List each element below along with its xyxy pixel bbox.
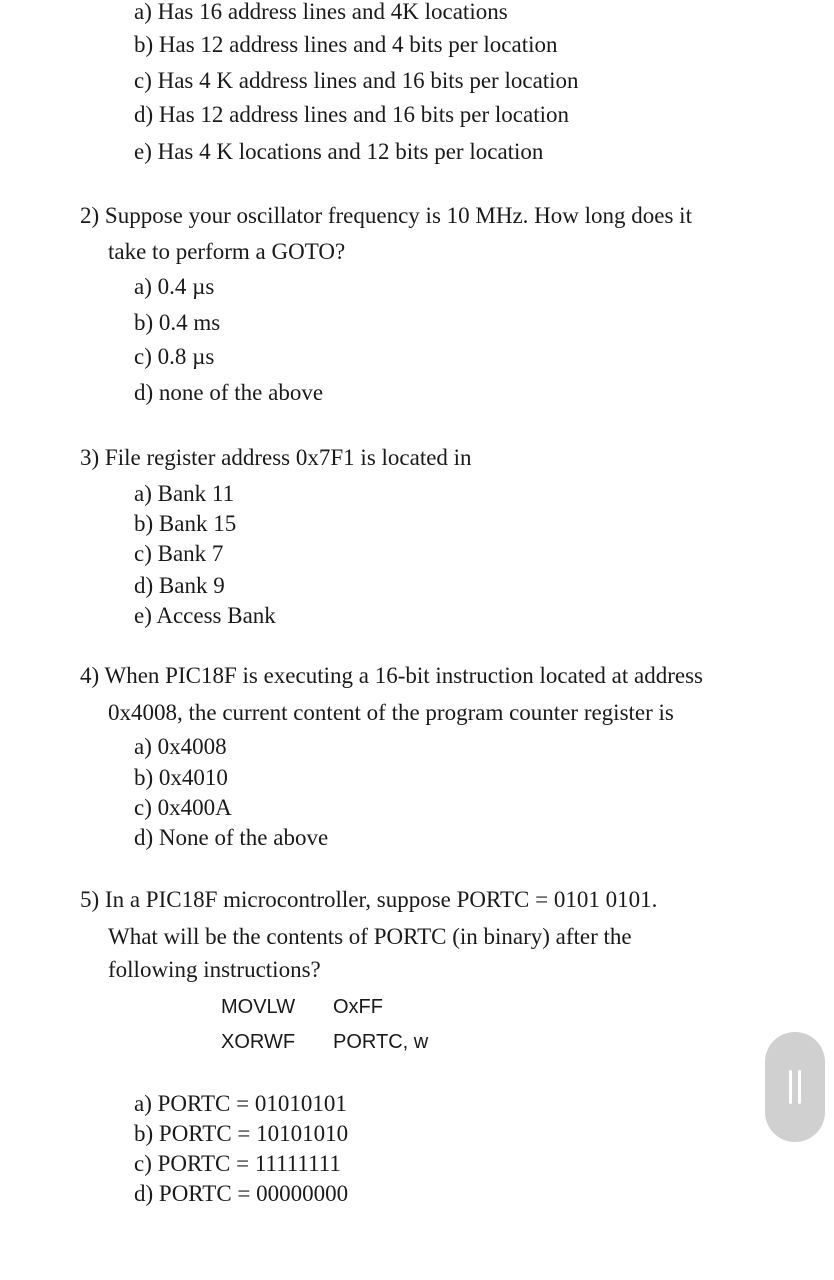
q2-option-b: b) 0.4 ms [134,310,221,335]
q5-question-line3: following instructions? [108,957,321,982]
q4-option-b: b) 0x4010 [134,765,228,790]
q1-option-e: e) Has 4 K locations and 12 bits per location [134,139,544,164]
q4-option-c: c) 0x400A [134,795,232,820]
q4-question-line1: 4) When PIC18F is executing a 16-bit instruction located at address [80,663,703,688]
q2-option-c: c) 0.8 µs [134,344,215,369]
q4-question-line2: 0x4008, the current content of the program counter register is [108,700,674,725]
q3-question: 3) File register address 0x7F1 is located in [80,445,472,470]
q2-question-line1: 2) Suppose your oscillator frequency is 10 MHz. How long does it [80,203,692,228]
q5-option-a: a) PORTC = 01010101 [134,1091,347,1116]
q4-option-d: d) None of the above [134,825,329,850]
q2-option-a: a) 0.4 µs [134,274,215,299]
q5-option-c: c) PORTC = 11111111 [134,1151,341,1176]
q5-question-line2: What will be the contents of PORTC (in binary) after the [108,924,632,949]
code-op-2: XORWF [221,1031,296,1053]
q3-option-c: c) Bank 7 [134,541,224,566]
q3-option-d: d) Bank 9 [134,573,225,598]
q1-option-b: b) Has 12 address lines and 4 bits per location [134,32,558,57]
q3-option-e: e) Access Bank [134,603,276,628]
code-arg-1: OxFF [333,996,383,1018]
q4-option-a: a) 0x4008 [134,734,227,759]
scroll-handle[interactable] [765,1032,825,1142]
grip-line-right-icon [798,1070,801,1104]
q2-question-line2: take to perform a GOTO? [108,239,346,264]
q1-option-a: a) Has 16 address lines and 4K locations [134,0,508,24]
code-arg-2: PORTC, w [333,1031,429,1053]
q3-option-b: b) Bank 15 [134,511,237,536]
q5-question-line1: 5) In a PIC18F microcontroller, suppose PORTC = 0101 0101. [80,887,658,912]
q5-option-b: b) PORTC = 10101010 [134,1121,349,1146]
q1-option-c: c) Has 4 K address lines and 16 bits per location [134,68,579,93]
grip-line-left-icon [789,1070,792,1104]
q3-option-a: a) Bank 11 [134,481,235,506]
code-op-1: MOVLW [221,996,296,1018]
q2-option-d: d) none of the above [134,380,324,405]
q1-option-d: d) Has 12 address lines and 16 bits per location [134,102,569,127]
q5-option-d: d) PORTC = 00000000 [134,1181,349,1206]
